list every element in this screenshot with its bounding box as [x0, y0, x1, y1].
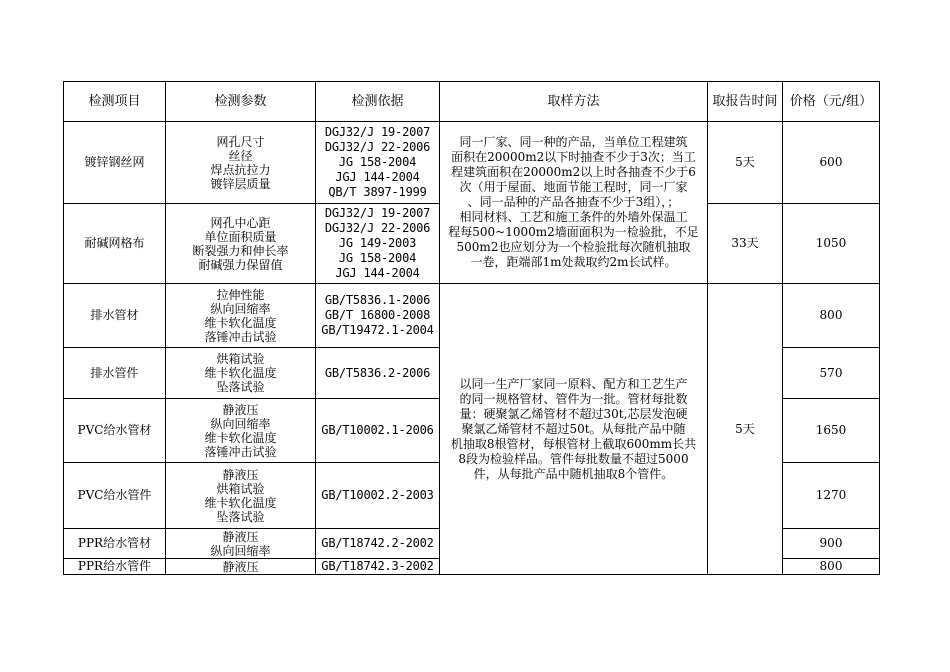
item-cell: 排水管材: [64, 284, 166, 348]
basis-line: DGJ32/J 22-2006: [324, 140, 431, 154]
basis-line: GB/T19472.1-2004: [321, 323, 434, 337]
price-cell: 1650: [783, 399, 880, 463]
param-line: 断裂强力和伸长率: [192, 243, 289, 258]
header-method: 取样方法: [440, 82, 708, 122]
params-cell: [166, 529, 316, 559]
param-line: 落锤冲击试验: [204, 329, 277, 344]
method-line: 以同一生产厂家同一原料、配方和工艺生产: [459, 376, 688, 391]
time-cell: 5天: [708, 122, 783, 204]
item-cell: PVC给水管件: [64, 463, 166, 529]
params-cell: [166, 463, 316, 529]
param-line: 耐碱强力保留值: [198, 257, 283, 272]
param-line: 静液压: [222, 467, 259, 482]
param-line: 烘箱试验: [216, 352, 265, 366]
item-cell: 排水管件: [64, 348, 166, 399]
header-price: 价格（元/组）: [783, 82, 880, 122]
param-line: 维卡软化温度: [204, 366, 277, 380]
basis-cell: [316, 122, 440, 204]
param-line: 拉伸性能: [216, 287, 265, 302]
method-cell-group2: [440, 284, 708, 575]
method-line: 一卷，距端部1m处裁取约2m长试样。: [470, 255, 677, 269]
basis-line: JGJ 144-2004: [335, 266, 420, 280]
param-line: 落锤冲击试验: [204, 444, 277, 459]
method-line: 8段为检验样品。管件每批数量不超过5000: [458, 451, 689, 466]
param-line: 纵向回缩率: [210, 301, 271, 316]
basis-line: GB/T18742.2-2002: [321, 536, 434, 550]
params-cell: [166, 284, 316, 348]
params-cell: [166, 559, 316, 575]
param-line: 镀锌层质量: [210, 176, 271, 191]
item-cell: PPR给水管材: [64, 529, 166, 559]
param-line: 网孔尺寸: [216, 134, 265, 149]
basis-line: JG 149-2003: [338, 236, 417, 250]
price-cell: 900: [783, 529, 880, 559]
price-cell: 1050: [783, 204, 880, 284]
time-cell: 33天: [708, 204, 783, 284]
param-line: 坠落试验: [216, 509, 265, 524]
basis-line: GB/T10002.1-2006: [321, 423, 434, 437]
time-cell-group2: 5天: [708, 284, 783, 575]
param-line: 网孔中心距: [210, 215, 271, 230]
method-line: 量：硬聚氯乙烯管材不超过30t,芯层发泡硬: [459, 406, 688, 421]
method-line: 次（用于屋面、地面节能工程时，同一厂家: [459, 180, 688, 194]
params-cell: [166, 204, 316, 284]
param-line: 纵向回缩率: [210, 416, 271, 431]
price-table: [63, 81, 880, 575]
param-line: 静液压: [222, 559, 259, 574]
param-line: 坠落试验: [216, 380, 265, 394]
basis-cell: [316, 529, 440, 559]
method-line: 程建筑面积在20000m2以上时各抽查不少于6: [451, 165, 696, 179]
method-line: 的同一规格管材、管件为一批。管材每批数: [459, 391, 688, 406]
item-cell: PPR给水管件: [64, 559, 166, 575]
item-cell: PVC给水管材: [64, 399, 166, 463]
param-line: 维卡软化温度: [204, 430, 277, 445]
basis-line: QB/T 3897-1999: [328, 185, 427, 199]
basis-line: JG 158-2004: [338, 251, 417, 265]
basis-cell: [316, 559, 440, 575]
param-line: 静液压: [222, 529, 259, 544]
price-cell: 800: [783, 284, 880, 348]
header-time: 取报告时间: [708, 82, 783, 122]
method-line: 同一厂家、同一种的产品，当单位工程建筑: [459, 135, 688, 149]
params-cell: [166, 399, 316, 463]
basis-line: GB/T5836.2-2006: [324, 365, 431, 380]
table-row: [64, 122, 880, 204]
method-line: 聚氯乙烯管材不超过50t。从每批产品中随: [461, 421, 686, 436]
param-line: 纵向回缩率: [210, 543, 271, 558]
header-params: 检测参数: [166, 82, 316, 122]
basis-cell: [316, 348, 440, 399]
params-cell: [166, 348, 316, 399]
basis-line: GB/T5836.1-2006: [324, 293, 431, 307]
basis-line: DGJ32/J 19-2007: [324, 125, 431, 139]
method-line: 面积在20000m2以下时抽查不少于3次；当工: [451, 150, 696, 164]
basis-cell: [316, 204, 440, 284]
param-line: 焊点抗拉力: [210, 162, 271, 177]
price-cell: 1270: [783, 463, 880, 529]
param-line: 静液压: [222, 402, 259, 417]
basis-line: GB/T 16800-2008: [324, 308, 431, 322]
basis-line: JG 158-2004: [338, 155, 417, 169]
item-cell: 耐碱网格布: [64, 204, 166, 284]
basis-line: DGJ32/J 22-2006: [324, 221, 431, 235]
item-cell: 镀锌钢丝网: [64, 122, 166, 204]
method-cell-group1: [440, 122, 708, 284]
param-line: 维卡软化温度: [204, 495, 277, 510]
table-row: [64, 284, 880, 348]
method-line: 件，从每批产品中随机抽取8个管件。: [473, 466, 674, 481]
header-basis: 检测依据: [316, 82, 440, 122]
header-item: 检测项目: [64, 82, 166, 122]
method-line: 、同一品种的产品各抽查不少于3组），；: [467, 195, 680, 209]
params-cell: [166, 122, 316, 204]
header-row: [64, 82, 880, 122]
param-line: 丝径: [228, 148, 253, 163]
param-line: 烘箱试验: [216, 481, 265, 496]
method-line: 500m2也应划分为一个检验批每次随机抽取: [456, 240, 691, 254]
basis-cell: [316, 284, 440, 348]
param-line: 维卡软化温度: [204, 315, 277, 330]
basis-line: GB/T18742.3-2002: [321, 559, 434, 573]
basis-cell: [316, 399, 440, 463]
basis-cell: [316, 463, 440, 529]
price-cell: 600: [783, 122, 880, 204]
method-line: 程每500~1000m2墙面面积为一检验批，不足: [448, 225, 699, 239]
price-cell: 570: [783, 348, 880, 399]
price-cell: 800: [783, 559, 880, 575]
basis-line: DGJ32/J 19-2007: [324, 206, 431, 220]
basis-line: JGJ 144-2004: [335, 170, 420, 184]
param-line: 单位面积质量: [204, 229, 277, 244]
basis-line: GB/T10002.2-2003: [321, 488, 434, 502]
method-line: 机抽取8根管材，每根管材上截取600mm长共: [450, 436, 697, 451]
method-line: 相同材料、工艺和施工条件的外墙外保温工: [459, 210, 688, 224]
